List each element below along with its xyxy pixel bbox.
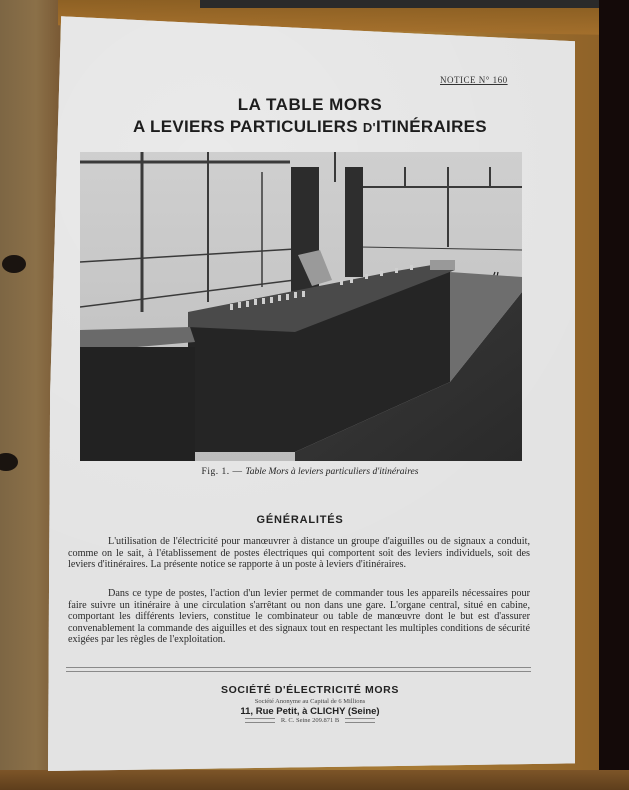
- figure-caption: [150, 467, 470, 477]
- section-heading: GÉNÉRALITÉS: [256, 514, 344, 526]
- background-top: [200, 0, 629, 8]
- title-line-2-prefix: A LEVIERS PARTICULIERS: [133, 117, 363, 136]
- paragraph: L'utilisation de l'électricité pour manœuvrer à distance un groupe d'aiguilles ou de signaux a conduit, comme on le sait, à l'établissement de postes électriques qui comportent soit des leviers individuels, soit des leviers d'itinéraires. La présente notice se rapporte à un poste à leviers d'itinéraires.: [68, 536, 530, 571]
- control-room-illustration: [80, 152, 522, 461]
- title-line-2-small: D': [362, 120, 376, 135]
- punch-hole-icon: [2, 255, 26, 273]
- company-name: SOCIÉTÉ D'ÉLECTRICITÉ MORS: [221, 684, 399, 696]
- column: [345, 167, 363, 277]
- title-line-2-suffix: ITINÉRAIRES: [375, 117, 487, 136]
- folder-bottom-edge: [0, 770, 629, 790]
- company-address: 11, Rue Petit, à CLICHY (Seine): [240, 706, 380, 717]
- footer-divider: [66, 667, 531, 672]
- background-right: [599, 0, 629, 790]
- ornament-dash: [245, 718, 275, 723]
- left-cabinet: [80, 347, 195, 461]
- title-line-2: [80, 117, 540, 137]
- figure-caption-text: Table Mors à leviers particuliers d'itinéraires: [245, 467, 419, 477]
- side-desk: [430, 260, 455, 270]
- notice-number: NOTICE N° 160: [440, 75, 508, 85]
- paragraph: Dans ce type de postes, l'action d'un levier permet de commander tous les appareils nécessaires pour faire suivre un itinéraire à une circulation s'arrêtant ou non dans une gare. L'organe central, situé en cabine, comportant les différents leviers, constitue le combinateur ou table de manœuvre dont le but est d'assurer convenablement la commande des aiguilles et des signaux tout en respectant les multiples conditions de sécurité exigées par les règles de l'exploitation.: [68, 588, 530, 646]
- company-legal-form: Société Anonyme au Capital de 6 Millions: [254, 698, 366, 705]
- figure-label: Fig. 1. —: [201, 467, 246, 477]
- company-registry-line: [150, 717, 470, 724]
- figure-photo: [80, 152, 522, 461]
- title-line-1: LA TABLE MORS: [237, 95, 383, 114]
- ornament-dash: [345, 718, 375, 723]
- company-registry: R. C. Seine 209.871 B: [280, 717, 340, 724]
